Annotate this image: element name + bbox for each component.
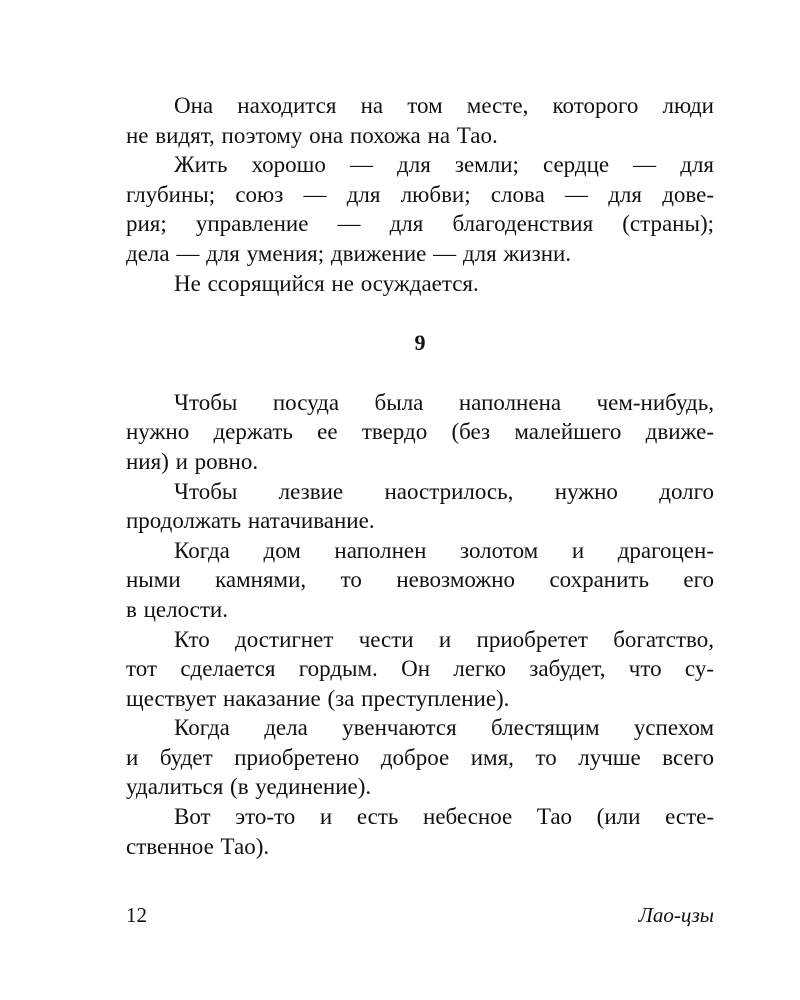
- text-block-chapter-9: [126, 388, 714, 862]
- text-line: не видят, поэтому она похожа на Тао.: [126, 122, 498, 148]
- text-line: Кто достигнет чести и приобретет богатство,: [174, 626, 714, 652]
- text-line: Жить хорошо — для земли; сердце — для: [174, 152, 714, 178]
- page-body: [126, 91, 714, 861]
- text-line: ществует наказание (за преступление).: [126, 685, 510, 711]
- text-line: удалиться (в уединение).: [126, 774, 372, 800]
- text-line: тот сделается гордым. Он легко забудет, что су-: [126, 656, 714, 682]
- text-line: Чтобы посуда была наполнена чем-нибудь,: [174, 389, 714, 415]
- text-line: глубины; союз — для любви; слова — для дове-: [126, 181, 714, 207]
- text-line: ственное Тао).: [126, 833, 270, 859]
- chapter-number: 9: [414, 330, 426, 356]
- running-head: Лао-цзы: [638, 903, 714, 927]
- text-line: в целости.: [126, 596, 228, 622]
- text-line: Вот это-то и есть небесное Тао (или есте-: [174, 804, 714, 830]
- text-line: ными камнями, то невозможно сохранить его: [126, 567, 714, 593]
- text-line: Когда дом наполнен золотом и драгоцен-: [174, 537, 714, 563]
- text-line: Она находится на том месте, которого люди: [174, 93, 714, 118]
- text-line: Чтобы лезвие наострилось, нужно долго: [174, 478, 714, 504]
- text-line: ния) и ровно.: [126, 448, 259, 474]
- text-line: и будет приобретено доброе имя, то лучше всего: [126, 744, 714, 770]
- page-number: 12: [126, 903, 147, 927]
- page-footer: [126, 900, 714, 930]
- text-line: Когда дела увенчаются блестящим успехом: [174, 715, 714, 741]
- text-line: рия; управление — для благоденствия (страны);: [126, 211, 714, 237]
- text-block-top: [126, 91, 714, 298]
- text-line: продолжать натачивание.: [126, 508, 375, 534]
- text-line: дела — для умения; движение — для жизни.: [126, 240, 572, 266]
- text-line: Не ссорящийся не осуждается.: [174, 270, 479, 296]
- text-line: нужно держать ее твердо (без малейшего движе-: [126, 419, 714, 445]
